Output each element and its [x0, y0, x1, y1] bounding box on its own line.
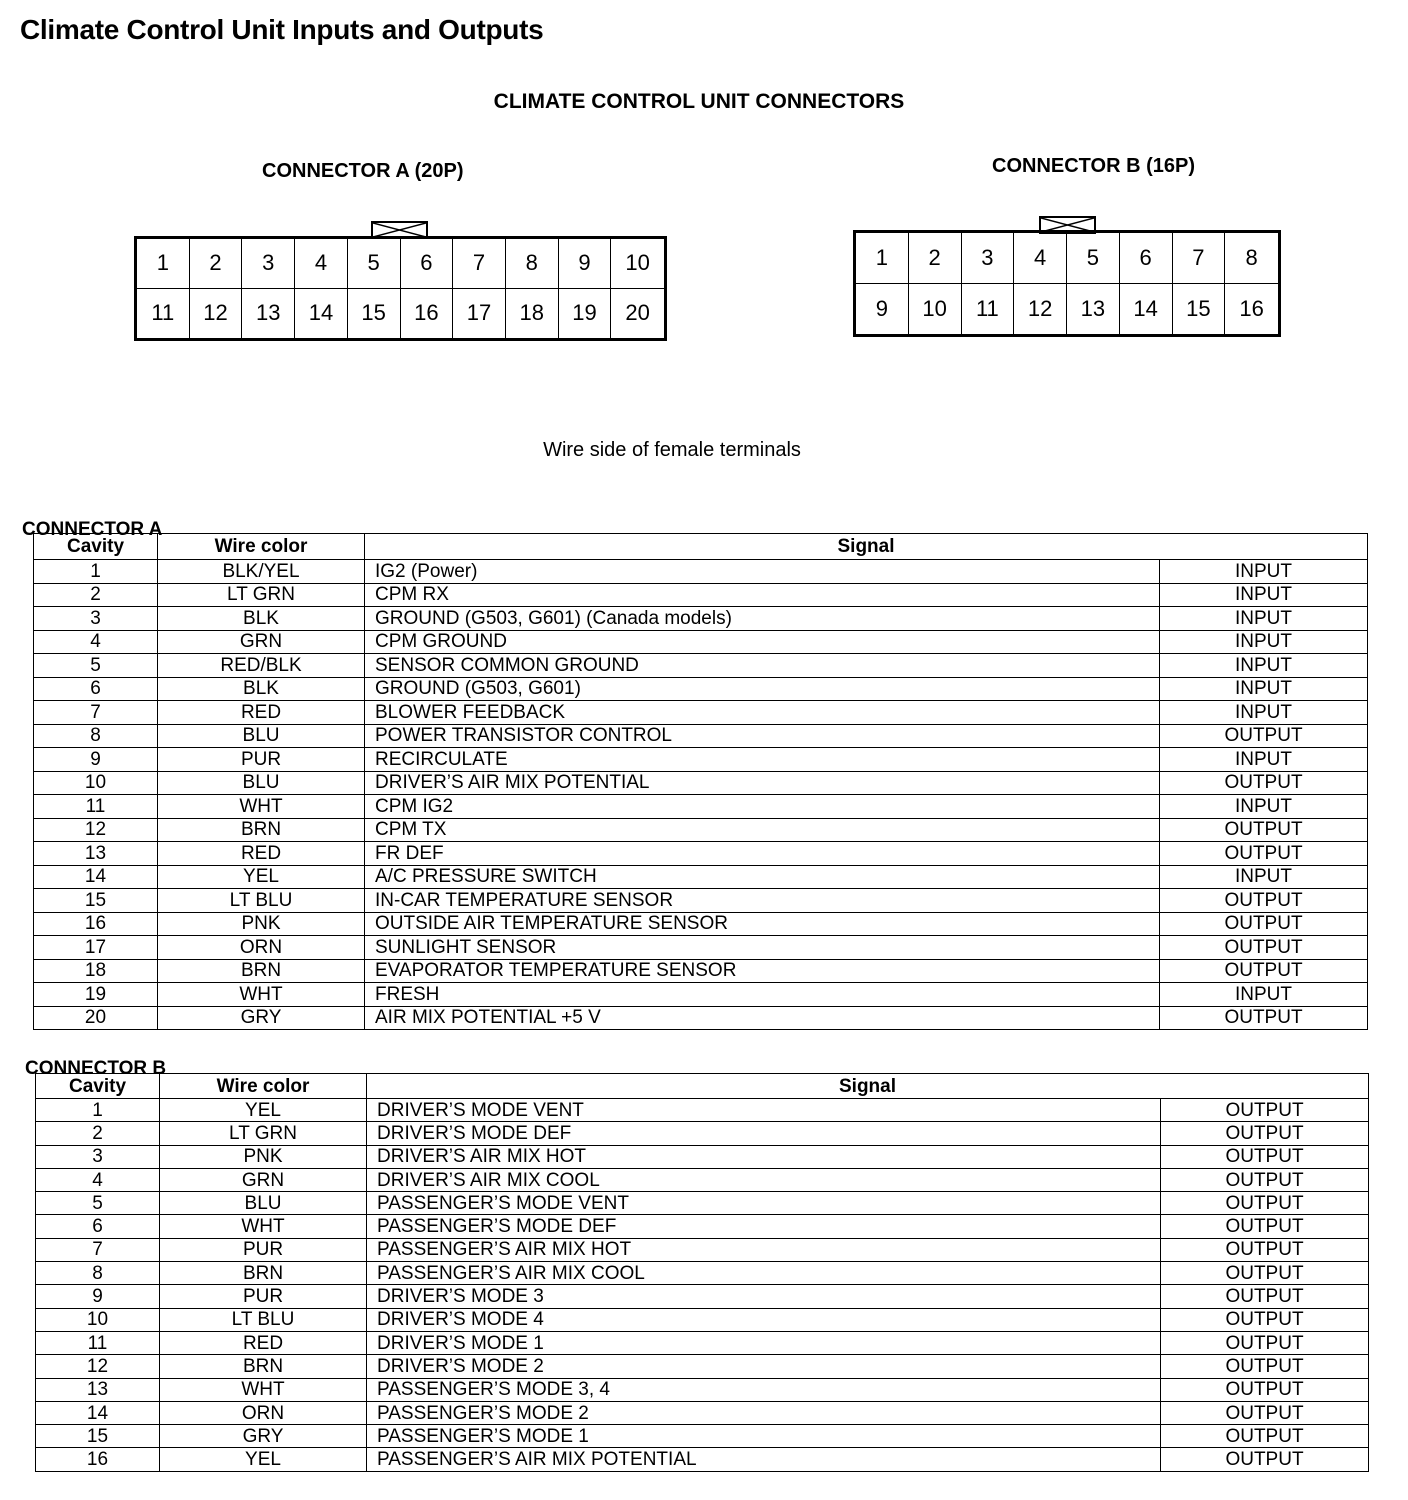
wire-color-cell: PUR [158, 748, 365, 772]
cavity-cell: 18 [34, 959, 158, 983]
table-row [34, 607, 1368, 631]
cavity-cell: 14 [36, 1401, 160, 1424]
cavity-cell: 10 [34, 771, 158, 795]
wire-color-cell: PUR [160, 1238, 367, 1261]
wire-color-cell: WHT [158, 983, 365, 1007]
direction-cell: INPUT [1160, 701, 1368, 725]
signal-cell: DRIVER’S AIR MIX HOT [367, 1145, 1161, 1168]
cavity-cell: 13 [34, 842, 158, 866]
direction-cell: OUTPUT [1161, 1238, 1369, 1261]
direction-cell: OUTPUT [1161, 1099, 1369, 1122]
signal-cell: IN-CAR TEMPERATURE SENSOR [365, 889, 1160, 913]
cavity-cell: 8 [36, 1262, 160, 1285]
connector-b-pin-grid [856, 233, 1278, 334]
direction-cell: OUTPUT [1161, 1122, 1369, 1145]
wire-color-cell: BLU [160, 1192, 367, 1215]
direction-cell: OUTPUT [1160, 842, 1368, 866]
direction-cell: OUTPUT [1161, 1448, 1369, 1471]
cavity-cell: 1 [34, 560, 158, 584]
connector-pin: 6 [401, 239, 454, 289]
table-row [34, 724, 1368, 748]
table-row [34, 818, 1368, 842]
direction-cell: INPUT [1160, 865, 1368, 889]
wire-color-cell: PNK [160, 1145, 367, 1168]
cavity-cell: 20 [34, 1006, 158, 1030]
table-row [34, 701, 1368, 725]
connector-pin: 13 [242, 289, 295, 339]
connector-pin: 17 [453, 289, 506, 339]
cavity-cell: 10 [36, 1308, 160, 1331]
connector-pin: 11 [137, 289, 190, 339]
table-row [34, 865, 1368, 889]
table-header-row [34, 534, 1368, 560]
cavity-header: Cavity [34, 534, 158, 560]
wire-color-cell: BRN [160, 1262, 367, 1285]
direction-cell: OUTPUT [1160, 724, 1368, 748]
direction-cell: OUTPUT [1161, 1215, 1369, 1238]
table-row [36, 1215, 1369, 1238]
signal-cell: OUTSIDE AIR TEMPERATURE SENSOR [365, 912, 1160, 936]
connector-pin: 8 [1225, 233, 1278, 284]
cavity-cell: 11 [36, 1331, 160, 1354]
wire-color-cell: BLK [158, 677, 365, 701]
direction-cell: OUTPUT [1160, 959, 1368, 983]
wire-color-cell: GRN [158, 630, 365, 654]
connector-pin: 20 [625, 300, 650, 326]
wire-color-cell: LT GRN [158, 583, 365, 607]
direction-cell: INPUT [1160, 677, 1368, 701]
connector-pin: 2 [909, 233, 962, 284]
signal-header: Signal [367, 1074, 1369, 1099]
connector-pin: 11 [962, 284, 1015, 335]
signal-cell: FR DEF [365, 842, 1160, 866]
table-header-row [36, 1074, 1369, 1099]
connector-a-pin-grid [137, 239, 664, 338]
connector-a-diagram [134, 236, 667, 341]
wire-color-cell: RED [160, 1331, 367, 1354]
connector-pin: 2 [190, 239, 243, 289]
cavity-cell: 17 [34, 936, 158, 960]
table-row [36, 1425, 1369, 1448]
direction-cell: OUTPUT [1161, 1401, 1369, 1424]
table-row [34, 771, 1368, 795]
connector-pin: 14 [1120, 284, 1173, 335]
connector-pin: 16 [401, 289, 454, 339]
signal-cell: DRIVER’S MODE 1 [367, 1331, 1161, 1354]
cavity-cell: 3 [34, 607, 158, 631]
table-row [34, 560, 1368, 584]
wire-color-header: Wire color [160, 1074, 367, 1099]
direction-cell: INPUT [1160, 795, 1368, 819]
connector-pin: 10 [611, 239, 664, 289]
connector-pin: 5 [1067, 233, 1120, 284]
table-row [36, 1355, 1369, 1378]
direction-cell: OUTPUT [1161, 1355, 1369, 1378]
cavity-cell: 6 [34, 677, 158, 701]
connector-pin: 1 [856, 233, 909, 284]
wire-color-cell: LT GRN [160, 1122, 367, 1145]
wire-color-cell: YEL [160, 1448, 367, 1471]
signal-cell: PASSENGER’S AIR MIX HOT [367, 1238, 1161, 1261]
wire-color-cell: ORN [158, 936, 365, 960]
signal-cell: A/C PRESSURE SWITCH [365, 865, 1160, 889]
table-row [36, 1448, 1369, 1471]
connector-pin: 13 [1067, 284, 1120, 335]
direction-cell: OUTPUT [1160, 936, 1368, 960]
connector-a-table [33, 533, 1368, 1030]
cavity-cell: 12 [36, 1355, 160, 1378]
table-row [34, 630, 1368, 654]
signal-cell: CPM RX [365, 583, 1160, 607]
connectors-heading: CLIMATE CONTROL UNIT CONNECTORS [493, 90, 905, 113]
direction-cell: OUTPUT [1160, 889, 1368, 913]
signal-cell: CPM IG2 [365, 795, 1160, 819]
table-row [34, 983, 1368, 1007]
wire-color-cell: PNK [158, 912, 365, 936]
direction-cell: INPUT [1160, 583, 1368, 607]
cavity-cell: 8 [34, 724, 158, 748]
cavity-cell: 2 [36, 1122, 160, 1145]
wire-color-cell: LT BLU [158, 889, 365, 913]
signal-cell: BLOWER FEEDBACK [365, 701, 1160, 725]
wire-color-cell: ORN [160, 1401, 367, 1424]
cavity-cell: 7 [34, 701, 158, 725]
signal-cell: PASSENGER’S AIR MIX POTENTIAL [367, 1448, 1161, 1471]
table-row [36, 1378, 1369, 1401]
connector-pin: 10 [909, 284, 962, 335]
connector-pin: 4 [295, 239, 348, 289]
table-row [36, 1238, 1369, 1261]
direction-cell: INPUT [1160, 748, 1368, 772]
cavity-cell: 3 [36, 1145, 160, 1168]
wire-color-cell: GRY [158, 1006, 365, 1030]
cavity-cell: 2 [34, 583, 158, 607]
cavity-cell: 19 [34, 983, 158, 1007]
cavity-cell: 14 [34, 865, 158, 889]
wire-color-cell: RED [158, 701, 365, 725]
direction-cell: OUTPUT [1161, 1262, 1369, 1285]
wire-color-cell: BRN [158, 959, 365, 983]
cavity-cell: 9 [34, 748, 158, 772]
wire-side-note: Wire side of female terminals [543, 439, 801, 461]
wire-color-cell: BRN [158, 818, 365, 842]
cavity-cell: 9 [36, 1285, 160, 1308]
signal-cell: PASSENGER’S MODE 2 [367, 1401, 1161, 1424]
signal-cell: CPM GROUND [365, 630, 1160, 654]
direction-cell: OUTPUT [1161, 1331, 1369, 1354]
cavity-cell: 16 [34, 912, 158, 936]
direction-cell: OUTPUT [1161, 1168, 1369, 1191]
cavity-cell: 15 [34, 889, 158, 913]
connector-pin: 12 [190, 289, 243, 339]
cavity-cell: 16 [36, 1448, 160, 1471]
signal-cell: CPM TX [365, 818, 1160, 842]
cavity-header: Cavity [36, 1074, 160, 1099]
signal-cell: DRIVER’S AIR MIX POTENTIAL [365, 771, 1160, 795]
table-row [34, 936, 1368, 960]
table-row [34, 677, 1368, 701]
cavity-cell: 6 [36, 1215, 160, 1238]
signal-cell: GROUND (G503, G601) (Canada models) [365, 607, 1160, 631]
wire-color-cell: GRY [160, 1425, 367, 1448]
cavity-cell: 7 [36, 1238, 160, 1261]
connector-b-diagram [853, 230, 1281, 337]
wire-color-cell: LT BLU [160, 1308, 367, 1331]
signal-cell: PASSENGER’S MODE VENT [367, 1192, 1161, 1215]
table-row [34, 748, 1368, 772]
direction-cell: OUTPUT [1161, 1285, 1369, 1308]
direction-cell: INPUT [1160, 630, 1368, 654]
connector-pin: 14 [295, 289, 348, 339]
table-row [36, 1168, 1369, 1191]
cavity-cell: 13 [36, 1378, 160, 1401]
cavity-cell: 12 [34, 818, 158, 842]
signal-cell: EVAPORATOR TEMPERATURE SENSOR [365, 959, 1160, 983]
signal-cell: PASSENGER’S MODE DEF [367, 1215, 1161, 1238]
connector-b-table [35, 1073, 1369, 1472]
direction-cell: INPUT [1160, 983, 1368, 1007]
signal-cell: DRIVER’S MODE DEF [367, 1122, 1161, 1145]
cavity-cell: 15 [36, 1425, 160, 1448]
table-row [34, 959, 1368, 983]
wire-color-cell: GRN [160, 1168, 367, 1191]
signal-cell: POWER TRANSISTOR CONTROL [365, 724, 1160, 748]
wire-color-cell: BLK/YEL [158, 560, 365, 584]
signal-cell: DRIVER’S AIR MIX COOL [367, 1168, 1161, 1191]
connector-pin: 5 [348, 239, 401, 289]
table-row [36, 1192, 1369, 1215]
connector-pin: 15 [348, 289, 401, 339]
table-row [36, 1308, 1369, 1331]
wire-color-cell: WHT [160, 1378, 367, 1401]
signal-cell: RECIRCULATE [365, 748, 1160, 772]
table-row [36, 1122, 1369, 1145]
connector-pin: 16 [1239, 295, 1264, 321]
signal-cell: SUNLIGHT SENSOR [365, 936, 1160, 960]
direction-cell: OUTPUT [1160, 1006, 1368, 1030]
page-title: Climate Control Unit Inputs and Outputs [20, 14, 544, 45]
connector-a-table-label: CONNECTOR A [22, 519, 163, 540]
direction-cell: OUTPUT [1161, 1425, 1369, 1448]
cavity-cell: 5 [34, 654, 158, 678]
signal-header: Signal [365, 534, 1368, 560]
wire-color-cell: RED [158, 842, 365, 866]
wire-color-cell: YEL [158, 865, 365, 889]
direction-cell: OUTPUT [1161, 1145, 1369, 1168]
direction-cell: OUTPUT [1160, 912, 1368, 936]
connector-pin: 1 [137, 239, 190, 289]
table-row [36, 1401, 1369, 1424]
connector-pin: 15 [1173, 284, 1226, 335]
table-row [36, 1262, 1369, 1285]
cavity-cell: 4 [36, 1168, 160, 1191]
wire-color-cell: YEL [160, 1099, 367, 1122]
wire-color-cell: BRN [160, 1355, 367, 1378]
signal-cell: DRIVER’S MODE 4 [367, 1308, 1161, 1331]
cavity-cell: 1 [36, 1099, 160, 1122]
connector-a-diagram-label: CONNECTOR A (20P) [262, 160, 464, 182]
signal-cell: PASSENGER’S AIR MIX COOL [367, 1262, 1161, 1285]
wire-color-cell: PUR [160, 1285, 367, 1308]
direction-cell: OUTPUT [1161, 1192, 1369, 1215]
wire-color-cell: BLK [158, 607, 365, 631]
connector-pin: 9 [559, 239, 612, 289]
wire-color-cell: WHT [160, 1215, 367, 1238]
table-row [34, 1006, 1368, 1030]
signal-cell: FRESH [365, 983, 1160, 1007]
connector-pin: 3 [242, 239, 295, 289]
connector-pin: 18 [506, 289, 559, 339]
table-row [34, 654, 1368, 678]
direction-cell: OUTPUT [1160, 771, 1368, 795]
cavity-cell: 11 [34, 795, 158, 819]
signal-cell: AIR MIX POTENTIAL +5 V [365, 1006, 1160, 1030]
connector-pin: 4 [1014, 233, 1067, 284]
signal-cell: DRIVER’S MODE VENT [367, 1099, 1161, 1122]
direction-cell: OUTPUT [1161, 1378, 1369, 1401]
direction-cell: INPUT [1160, 607, 1368, 631]
table-row [36, 1285, 1369, 1308]
table-row [34, 912, 1368, 936]
connector-pin: 8 [506, 239, 559, 289]
wire-color-header: Wire color [158, 534, 365, 560]
signal-cell: PASSENGER’S MODE 3, 4 [367, 1378, 1161, 1401]
table-row [34, 842, 1368, 866]
table-row [34, 889, 1368, 913]
table-row [36, 1331, 1369, 1354]
connector-pin: 12 [1014, 284, 1067, 335]
connector-b-table-label: CONNECTOR B [25, 1058, 167, 1079]
connector-pin: 6 [1120, 233, 1173, 284]
wire-color-cell: BLU [158, 771, 365, 795]
signal-cell: PASSENGER’S MODE 1 [367, 1425, 1161, 1448]
connector-pin: 19 [559, 289, 612, 339]
connector-pin: 9 [856, 284, 909, 335]
connector-pin: 3 [962, 233, 1015, 284]
cavity-cell: 5 [36, 1192, 160, 1215]
connector-b-diagram-label: CONNECTOR B (16P) [992, 155, 1195, 177]
direction-cell: OUTPUT [1160, 818, 1368, 842]
signal-cell: SENSOR COMMON GROUND [365, 654, 1160, 678]
wire-color-cell: BLU [158, 724, 365, 748]
signal-cell: GROUND (G503, G601) [365, 677, 1160, 701]
table-row [36, 1099, 1369, 1122]
signal-cell: DRIVER’S MODE 2 [367, 1355, 1161, 1378]
cavity-cell: 4 [34, 630, 158, 654]
signal-cell: IG2 (Power) [365, 560, 1160, 584]
table-row [34, 583, 1368, 607]
table-row [36, 1145, 1369, 1168]
wire-color-cell: RED/BLK [158, 654, 365, 678]
connector-pin: 7 [1173, 233, 1226, 284]
direction-cell: INPUT [1160, 560, 1368, 584]
direction-cell: OUTPUT [1161, 1308, 1369, 1331]
signal-cell: DRIVER’S MODE 3 [367, 1285, 1161, 1308]
wire-color-cell: WHT [158, 795, 365, 819]
connector-pin: 7 [453, 239, 506, 289]
table-row [34, 795, 1368, 819]
direction-cell: INPUT [1160, 654, 1368, 678]
